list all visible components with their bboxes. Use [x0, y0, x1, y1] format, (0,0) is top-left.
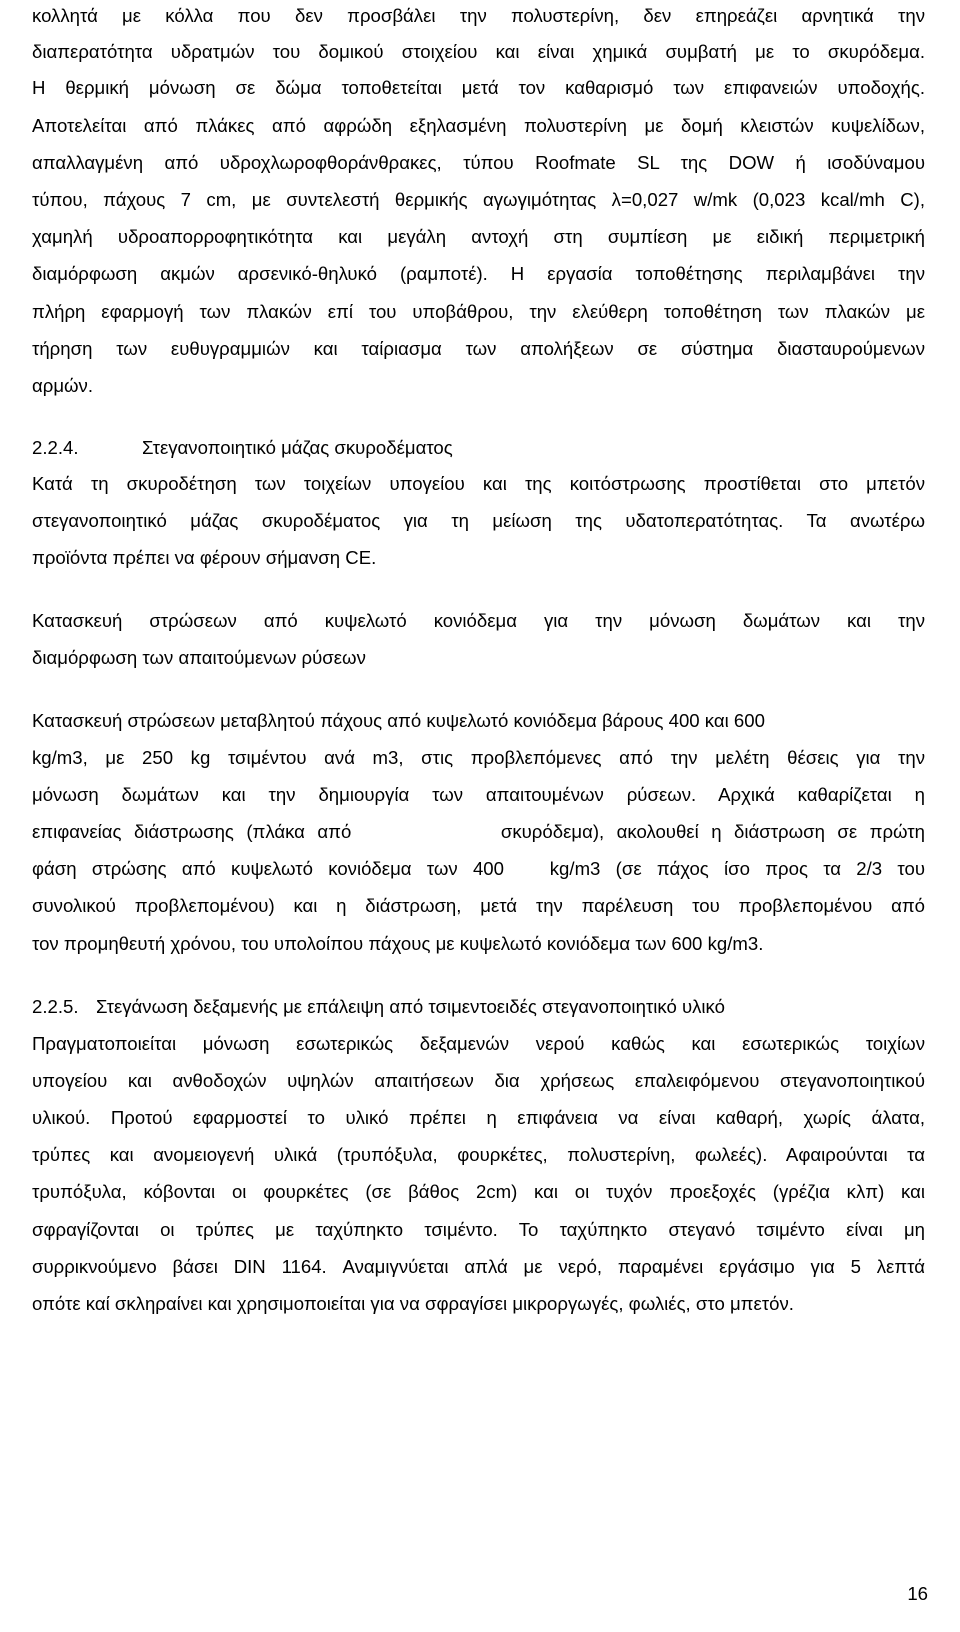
paragraph-line: Κατά τη σκυροδέτηση των τοιχείων υπογείου και της κοιτόστρωσης προστίθεται στο μπετόν — [32, 473, 925, 494]
paragraph-line: πλήρη εφαρμογή των πλακών επί του υποβάθρου, την ελεύθερη τοποθέτηση των πλακών με — [32, 301, 925, 322]
paragraph-line: τρύπες και ανομειογενή υλικά (τρυπόξυλα, φουρκέτες, πολυστερίνη, φωλεές). Αφαιρούνται τα — [32, 1144, 925, 1165]
paragraph-line: προϊόντα πρέπει να φέρουν σήμανση CE. — [32, 547, 377, 568]
section-heading-line: διαμόρφωση των απαιτούμενων ρύσεων — [32, 647, 366, 668]
paragraph-line: τήρηση των ευθυγραμμιών και ταίριασμα των απολήξεων σε σύστημα διασταυρούμενων — [32, 338, 925, 359]
paragraph-line: τύπου, πάχους 7 cm, με συντελεστή θερμικής αγωγιμότητας λ=0,027 w/mk (0,023 kcal/mh C), — [32, 189, 925, 210]
paragraph-line: Κατασκευή στρώσεων μεταβλητού πάχους από κυψελωτό κονιόδεμα βάρους 400 και 600 — [32, 710, 765, 731]
paragraph-line: σφραγίζονται οι τρύπες με ταχύπηκτο τσιμέντο. Το ταχύπηκτο στεγανό τσιμέντο είναι μη — [32, 1219, 925, 1240]
paragraph-line: μόνωση δωμάτων και την δημιουργία των απαιτουμένων ρύσεων. Αρχικά καθαρίζεται η — [32, 784, 925, 805]
paragraph-line: επιφανείας διάστρωσης (πλάκα από σκυρόδεμα), ακολουθεί η διάστρωση σε πρώτη — [32, 821, 925, 842]
paragraph-line: Η θερμική μόνωση σε δώμα τοποθετείται μετά τον καθαρισμό των επιφανειών υποδοχής. — [32, 77, 925, 98]
section-heading-line: Κατασκευή στρώσεων από κυψελωτό κονιόδεμα για την μόνωση δωμάτων και την — [32, 610, 925, 631]
paragraph-line: kg/m3, με 250 kg τσιμέντου ανά m3, στις προβλεπόμενες από την μελέτη θέσεις για την — [32, 747, 925, 768]
paragraph-line: στεγανοποιητικό μάζας σκυροδέματος για τη μείωση της υδατοπερατότητας. Τα ανωτέρω — [32, 510, 925, 531]
paragraph-line: υλικού. Προτού εφαρμοστεί το υλικό πρέπει η επιφάνεια να είναι καθαρή, χωρίς άλατα, — [32, 1107, 925, 1128]
paragraph-line: υπογείου και ανθοδοχών υψηλών απαιτήσεων δια χρήσεως επαλειφόμενου στεγανοποιητικού — [32, 1070, 925, 1091]
paragraph-line: φάση στρώσης από κυψελωτό κονιόδεμα των 400 kg/m3 (σε πάχος ίσο προς τα 2/3 του — [32, 858, 925, 879]
page-number: 16 — [907, 1583, 928, 1604]
paragraph-line: κολλητά με κόλλα που δεν προσβάλει την πολυστερίνη, δεν επηρεάζει αρνητικά την — [32, 5, 925, 26]
section-title: Στεγάνωση δεξαμενής με επάλειψη από τσιμεντοειδές στεγανοποιητικό υλικό — [96, 996, 725, 1017]
paragraph-line: συρρικνούμενο βάσει DIN 1164. Αναμιγνύεται απλά με νερό, παραμένει εργάσιμο για 5 λεπτά — [32, 1256, 925, 1277]
paragraph-line: αρμών. — [32, 375, 94, 396]
paragraph-line: διαμόρφωση ακμών αρσενικό-θηλυκό (ραμποτέ). Η εργασία τοποθέτησης περιλαμβάνει την — [32, 263, 925, 284]
paragraph-line: Αποτελείται από πλάκες από αφρώδη εξηλασμένη πολυστερίνη με δομή κλειστών κυψελίδων, — [32, 115, 925, 136]
section-number: 2.2.5. — [32, 996, 79, 1017]
section-number: 2.2.4. — [32, 437, 79, 458]
paragraph-line: διαπερατότητα υδρατμών του δομικού στοιχείου και είναι χημικά συμβατή με το σκυρόδεμα. — [32, 41, 925, 62]
paragraph-line: συνολικού προβλεπομένου) και η διάστρωση, μετά την παρέλευση του προβλεπομένου από — [32, 895, 925, 916]
paragraph-line: χαμηλή υδροαπορροφητικότητα και μεγάλη αντοχή στη συμπίεση με ειδική περιμετρική — [32, 226, 925, 247]
paragraph-line: τον προμηθευτή χρόνου, του υπολοίπου πάχους με κυψελωτό κονιόδεμα των 600 kg/m3. — [32, 933, 764, 954]
paragraph-line: Πραγματοποιείται μόνωση εσωτερικώς δεξαμενών νερού καθώς και εσωτερικώς τοιχίων — [32, 1033, 925, 1054]
paragraph-line: τρυπόξυλα, κόβονται οι φουρκέτες (σε βάθος 2cm) και οι τυχόν προεξοχές (γρέζια κλπ) και — [32, 1181, 925, 1202]
paragraph-line: απαλλαγμένη από υδροχλωροφθοράνθρακες, τύπου Roofmate SL της DOW ή ισοδύναμου — [32, 152, 925, 173]
section-title: Στεγανοποιητικό μάζας σκυροδέματος — [142, 437, 453, 458]
paragraph-line: οπότε καί σκληραίνει και χρησιμοποιείται για να σφραγίσει μικροργωγές, φωλιές, στο μπετόν. — [32, 1293, 794, 1314]
